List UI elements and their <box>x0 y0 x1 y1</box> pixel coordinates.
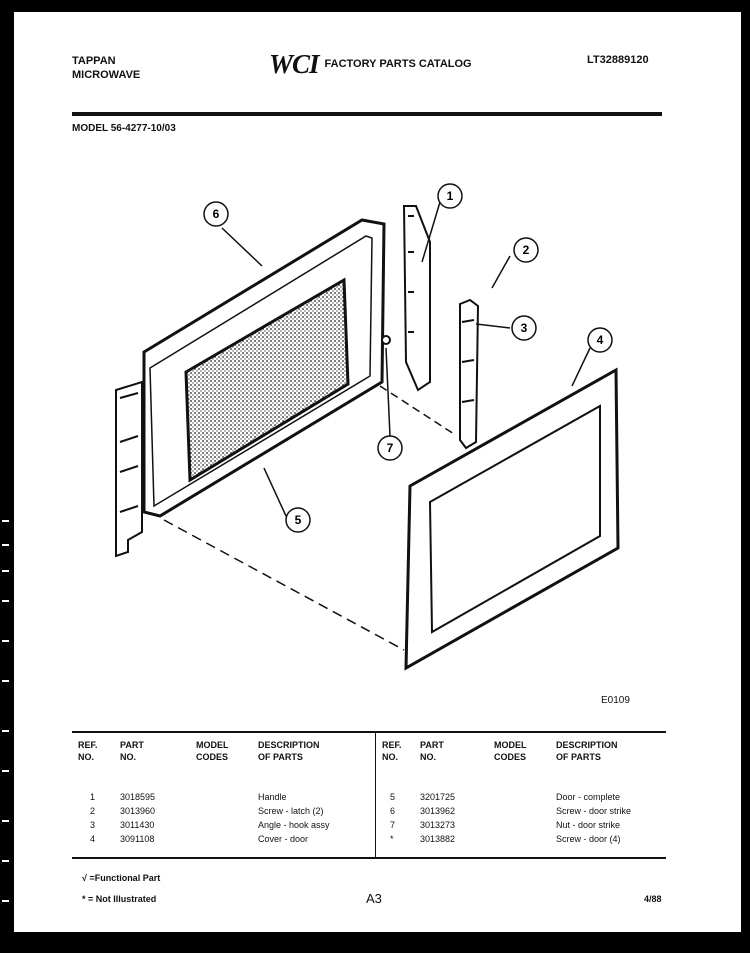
callout-2 <box>514 238 538 262</box>
header-desc: DESCRIPTION OF PARTS <box>258 740 320 762</box>
header-part: PART NO. <box>120 740 144 762</box>
alignment-line <box>164 520 404 650</box>
model-number: MODEL 56-4277-10/03 <box>72 123 176 134</box>
callout-5 <box>286 508 310 532</box>
catalog-number: LT32889120 <box>587 54 649 66</box>
svg-text:4: 4 <box>596 333 604 347</box>
header-model: MODEL CODES <box>196 740 229 762</box>
callout-3 <box>512 316 536 340</box>
header-model-right: MODEL CODES <box>494 740 527 762</box>
diagram-id: E0109 <box>601 695 630 706</box>
exploded-parts-diagram <box>94 172 654 672</box>
functional-part-note: √ =Functional Part <box>82 873 161 883</box>
door-handle <box>404 206 430 390</box>
callout-6 <box>204 202 228 226</box>
header-rule <box>72 112 662 116</box>
catalog-title-block <box>269 49 472 79</box>
catalog-date: 4/88 <box>644 894 662 904</box>
brand-name: TAPPAN <box>72 55 116 67</box>
callout-7 <box>378 436 402 460</box>
product-category: MICROWAVE <box>72 69 141 81</box>
svg-text:3: 3 <box>520 321 528 335</box>
parts-table: REF. NO. PART NO. MODEL CODES DESCRIPTION OF PARTS REF. NO. PART NO. MODEL CODES DESCRIPTION OF PARTS 1 3018595 Handle 2 3013960 Screw - latch (2) 3 3011430 Angle - hook assy 4 3091108 Cover - door 5 3201725 Door - complete 6 3013962 Screw - door strike 7 3013273 Nut - door strike * 3013882 Screw - door (4) <box>72 731 666 859</box>
svg-text:5: 5 <box>294 513 302 527</box>
header-ref-right: REF. NO. <box>382 740 402 762</box>
catalog-title: FACTORY PARTS CATALOG <box>324 58 472 70</box>
svg-text:6: 6 <box>212 207 220 221</box>
callout-1 <box>438 184 462 208</box>
catalog-page <box>14 12 741 932</box>
page-code: A3 <box>366 891 382 906</box>
header-ref: REF. NO. <box>78 740 98 762</box>
wci-logo: WCI <box>269 49 319 79</box>
header-desc-right: DESCRIPTION OF PARTS <box>556 740 618 762</box>
callout-4 <box>588 328 612 352</box>
svg-text:7: 7 <box>386 441 394 455</box>
not-illustrated-note: * = Not Illustrated <box>82 894 157 904</box>
brand-block <box>72 54 140 82</box>
table-divider <box>375 733 376 857</box>
svg-text:1: 1 <box>446 189 454 203</box>
svg-text:2: 2 <box>522 243 530 257</box>
header-part-right: PART NO. <box>420 740 444 762</box>
scan-edge-marks <box>0 500 10 920</box>
